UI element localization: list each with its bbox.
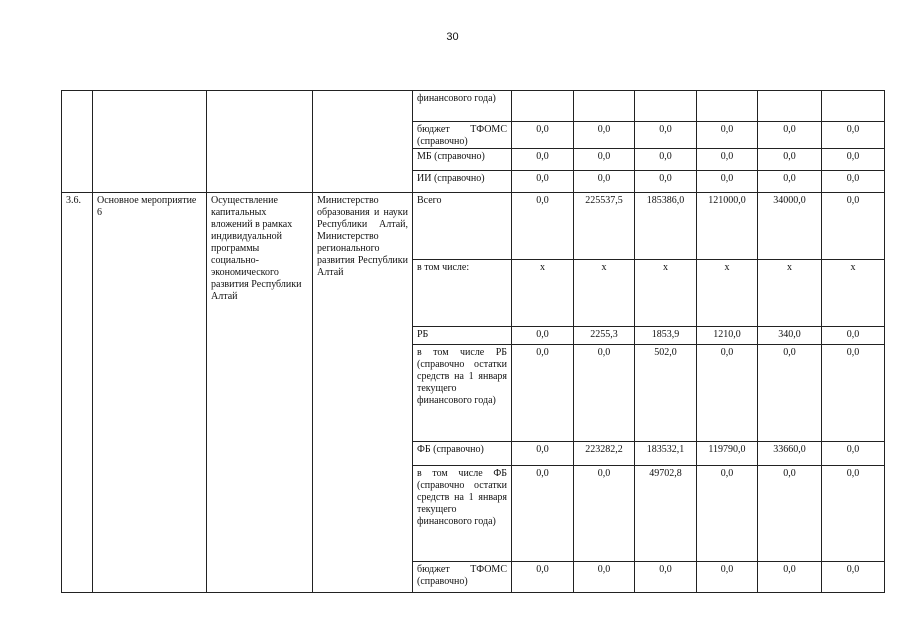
value-cell: 225537,5 (574, 193, 635, 260)
value-cell: 0,0 (574, 562, 635, 593)
value-cell: 0,0 (512, 193, 574, 260)
value-cell: 185386,0 (635, 193, 697, 260)
funding-source-cell: МБ (справочно) (413, 149, 512, 171)
value-cell: 49702,8 (635, 466, 697, 562)
value-cell: 0,0 (822, 193, 885, 260)
value-cell: 0,0 (758, 171, 822, 193)
description-cell (207, 91, 313, 193)
value-cell: 0,0 (574, 171, 635, 193)
value-cell: х (822, 260, 885, 327)
value-cell (635, 91, 697, 122)
value-cell: 223282,2 (574, 442, 635, 466)
funding-table (61, 90, 885, 593)
value-cell: 121000,0 (697, 193, 758, 260)
funding-source-cell: в том числе ФБ (справочно остатки средств на 1 января текущего финансового года) (413, 466, 512, 562)
value-cell: х (697, 260, 758, 327)
value-cell: 0,0 (574, 345, 635, 442)
measure-description-cell: Осуществление капитальных вложений в рамках индивидуальной программы социально-экономического развития Республики Алтай (207, 193, 313, 593)
value-cell: 0,0 (822, 327, 885, 345)
value-cell: 0,0 (697, 466, 758, 562)
name-cell (93, 91, 207, 193)
value-cell (758, 91, 822, 122)
value-cell: 0,0 (574, 466, 635, 562)
value-cell: 0,0 (574, 149, 635, 171)
value-cell: 0,0 (697, 122, 758, 149)
value-cell: 0,0 (574, 122, 635, 149)
value-cell: 0,0 (512, 562, 574, 593)
value-cell: х (635, 260, 697, 327)
value-cell (512, 91, 574, 122)
value-cell: 0,0 (697, 149, 758, 171)
table-row (62, 91, 885, 122)
value-cell: 0,0 (512, 466, 574, 562)
value-cell: 0,0 (635, 122, 697, 149)
funding-source-cell: РБ (413, 327, 512, 345)
funding-source-cell: в том числе РБ (справочно остатки средств на 1 января текущего финансового года) (413, 345, 512, 442)
value-cell: 0,0 (822, 149, 885, 171)
funding-source-cell: Всего (413, 193, 512, 260)
value-cell: х (758, 260, 822, 327)
value-cell: 0,0 (697, 345, 758, 442)
value-cell (574, 91, 635, 122)
page-number: 30 (446, 31, 459, 43)
value-cell: 34000,0 (758, 193, 822, 260)
value-cell (697, 91, 758, 122)
value-cell: 0,0 (822, 466, 885, 562)
value-cell: 183532,1 (635, 442, 697, 466)
funding-source-cell: финансового года) (413, 91, 512, 122)
value-cell: 0,0 (822, 122, 885, 149)
value-cell: 0,0 (512, 122, 574, 149)
value-cell: 0,0 (635, 562, 697, 593)
funding-source-cell: ИИ (справочно) (413, 171, 512, 193)
value-cell: 0,0 (758, 149, 822, 171)
funding-source-cell: ФБ (справочно) (413, 442, 512, 466)
table-body (62, 91, 885, 593)
value-cell: 0,0 (512, 149, 574, 171)
number-cell (62, 91, 93, 193)
value-cell: 33660,0 (758, 442, 822, 466)
measure-name-cell: Основное мероприятие 6 (93, 193, 207, 593)
value-cell: 0,0 (512, 327, 574, 345)
value-cell: 2255,3 (574, 327, 635, 345)
value-cell: 1210,0 (697, 327, 758, 345)
value-cell: 0,0 (822, 171, 885, 193)
executor-cell (313, 91, 413, 193)
value-cell: 0,0 (758, 562, 822, 593)
value-cell: 0,0 (697, 562, 758, 593)
measure-executor-cell: Министерство образования и науки Республики Алтай, Министерство регионального развития Республики Алтай (313, 193, 413, 593)
funding-source-cell: бюджет ТФОМС (справочно) (413, 122, 512, 149)
value-cell: 0,0 (697, 171, 758, 193)
value-cell: 502,0 (635, 345, 697, 442)
funding-source-cell: бюджет ТФОМС (справочно) (413, 562, 512, 593)
table-row (62, 193, 885, 260)
value-cell: 0,0 (758, 466, 822, 562)
value-cell: 0,0 (758, 122, 822, 149)
value-cell: х (574, 260, 635, 327)
value-cell: х (512, 260, 574, 327)
value-cell: 0,0 (635, 149, 697, 171)
value-cell: 0,0 (822, 345, 885, 442)
value-cell: 0,0 (512, 442, 574, 466)
funding-source-cell: в том числе: (413, 260, 512, 327)
value-cell: 0,0 (635, 171, 697, 193)
value-cell: 340,0 (758, 327, 822, 345)
value-cell: 0,0 (758, 345, 822, 442)
value-cell: 119790,0 (697, 442, 758, 466)
value-cell: 0,0 (822, 562, 885, 593)
value-cell: 0,0 (822, 442, 885, 466)
value-cell: 0,0 (512, 171, 574, 193)
measure-number-cell: 3.6. (62, 193, 93, 593)
value-cell (822, 91, 885, 122)
value-cell: 1853,9 (635, 327, 697, 345)
value-cell: 0,0 (512, 345, 574, 442)
